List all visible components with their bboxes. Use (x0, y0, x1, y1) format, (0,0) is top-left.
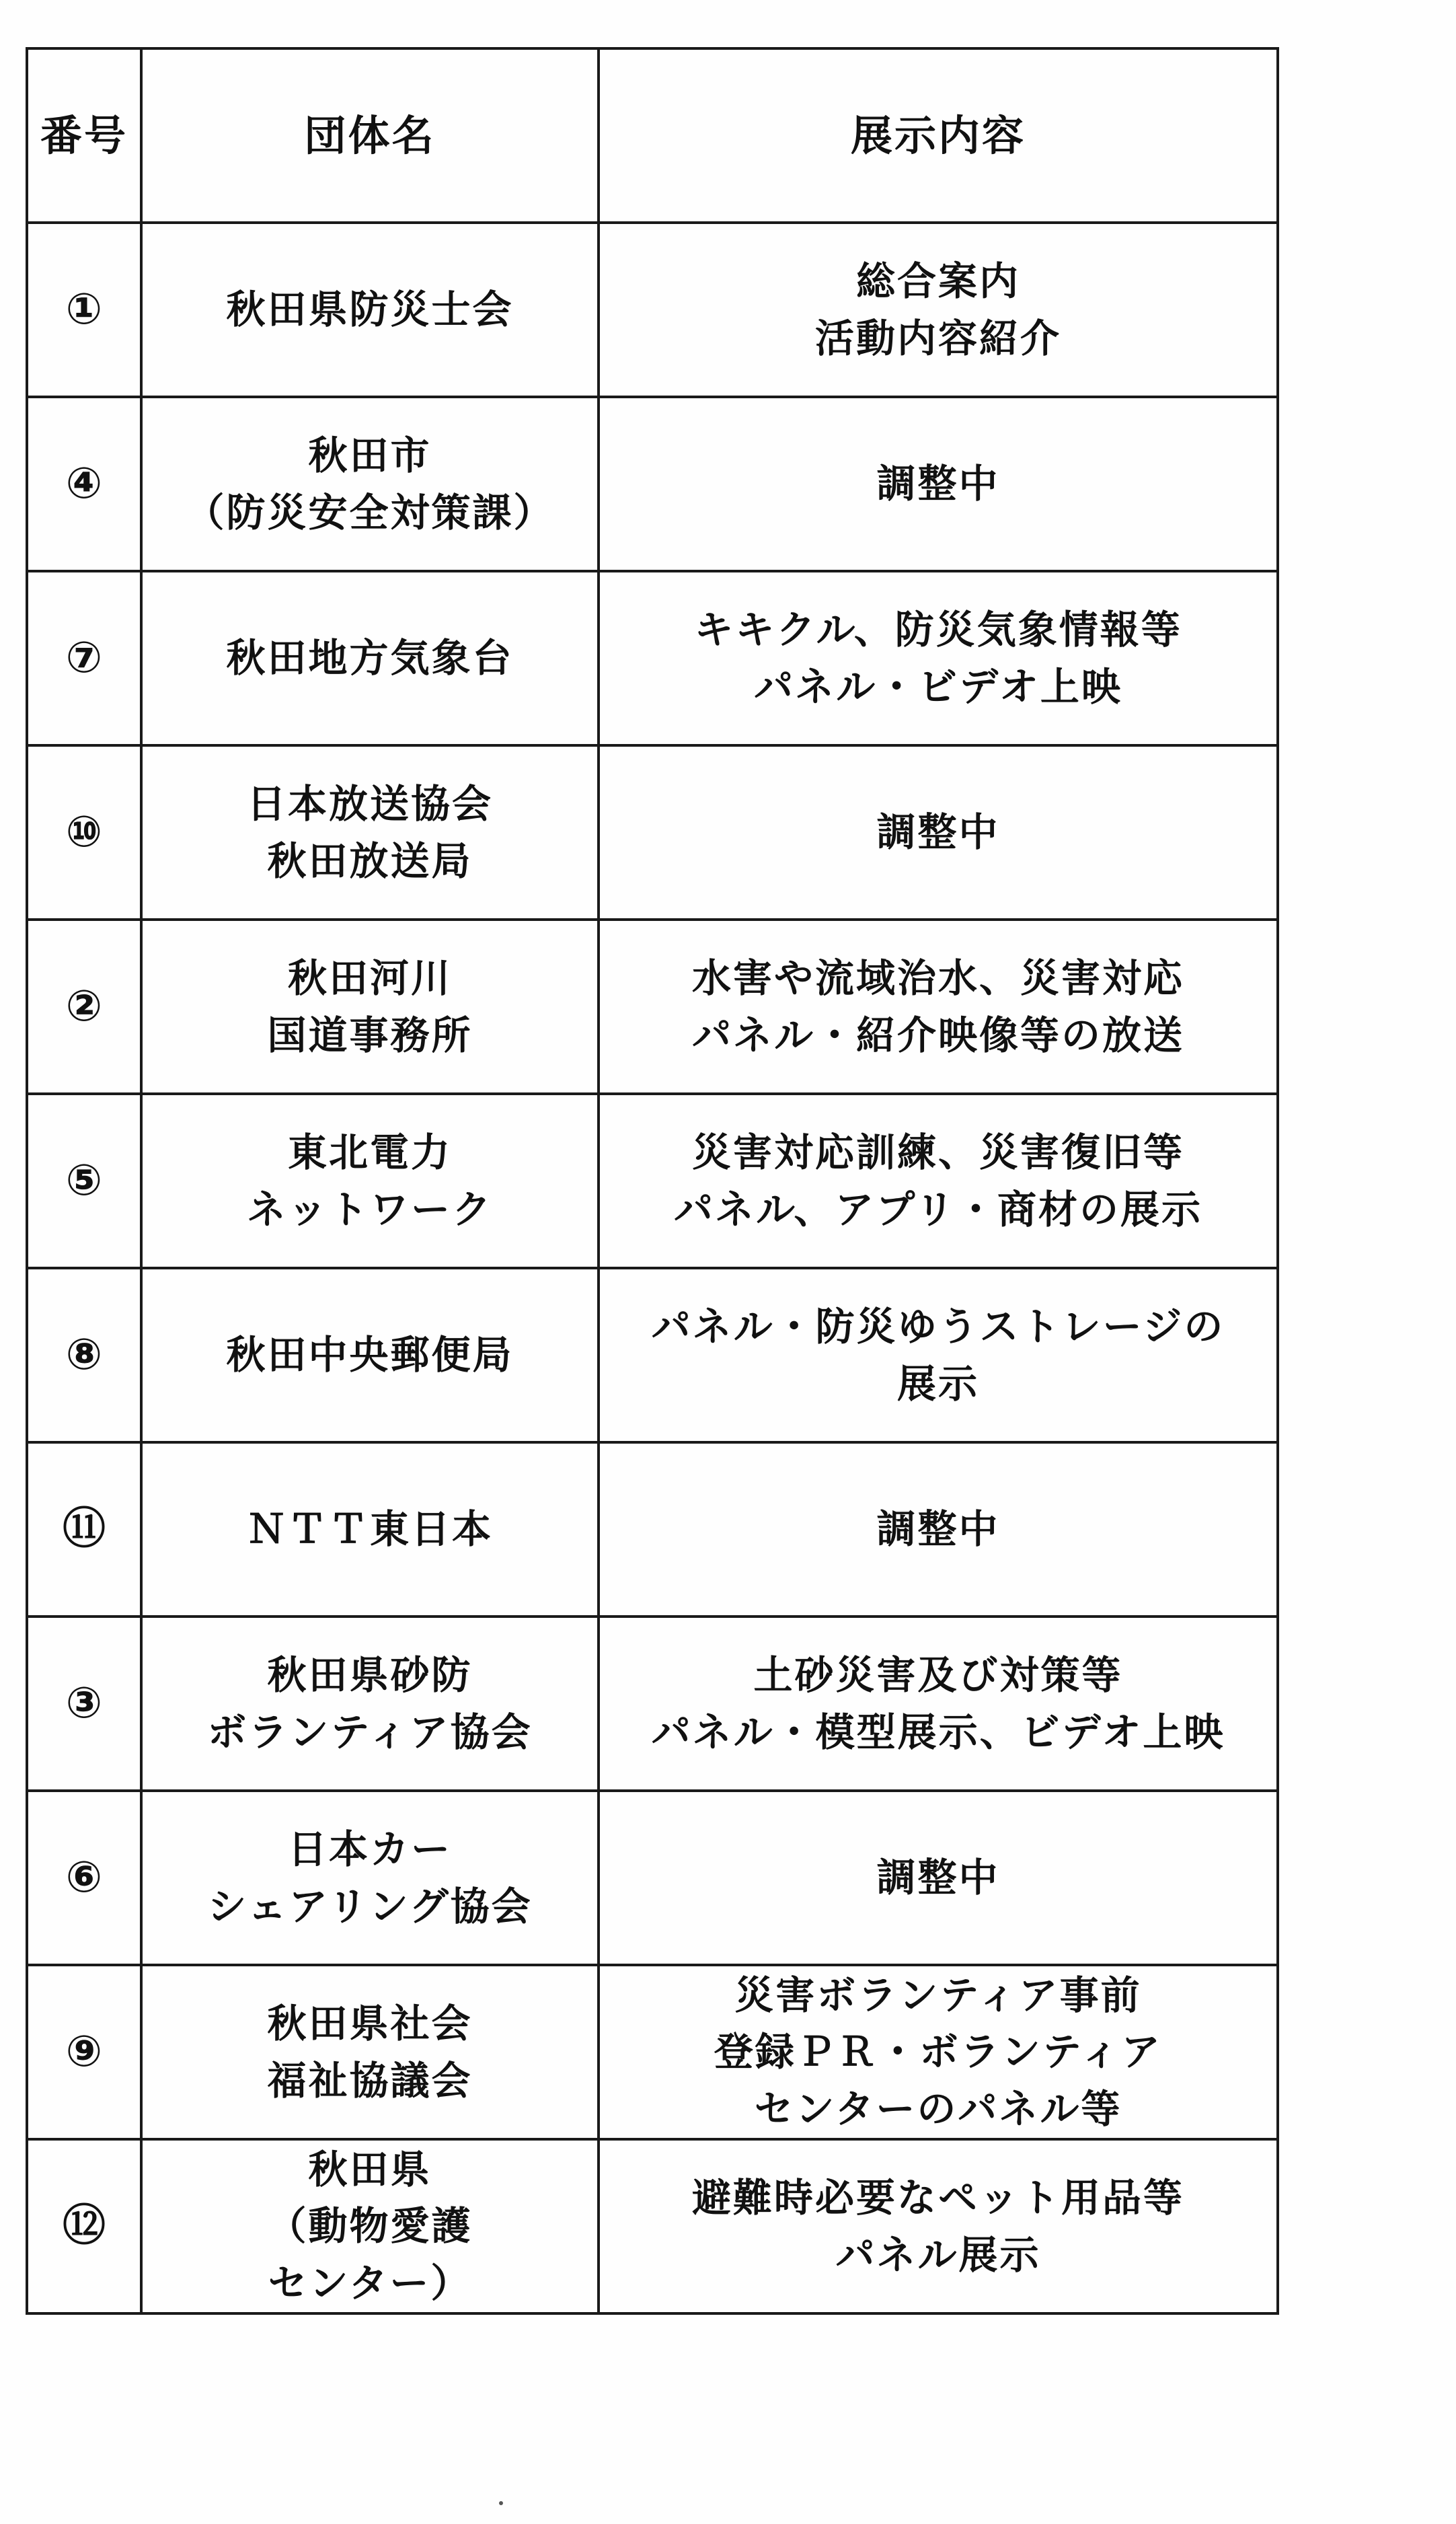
content-line: キキクル、防災気象情報等 (694, 607, 1182, 653)
organization-name-line: （動物愛護 (267, 2203, 473, 2250)
content-cell (599, 571, 1278, 745)
organization-cell (141, 1268, 599, 1442)
organization-name-line: 福祉協議会 (267, 2057, 473, 2104)
table-row (27, 920, 1278, 1094)
table-row (27, 571, 1278, 745)
table-row (27, 1268, 1278, 1442)
content-line: 調整中 (876, 461, 1000, 507)
content-line: パネル・紹介映像等の放送 (691, 1012, 1184, 1058)
row-number: ② (27, 920, 141, 1094)
organization-cell (141, 397, 599, 571)
table-row (27, 1791, 1278, 1965)
header-row (27, 48, 1278, 223)
organization-name-line: センター） (268, 2260, 472, 2306)
header-organization: 団体名 (141, 48, 599, 223)
table-row (27, 397, 1278, 571)
content-cell (599, 745, 1278, 920)
organization-name-line: 秋田地方気象台 (226, 635, 514, 681)
table-row (27, 1965, 1278, 2139)
content-line: パネル展示 (835, 2231, 1041, 2278)
content-line: 土砂災害及び対策等 (753, 1652, 1123, 1699)
content-line: 災害ボランティア事前 (734, 1972, 1142, 2019)
row-number: ⑨ (27, 1965, 141, 2139)
organization-cell (141, 1442, 599, 1617)
content-line: 調整中 (876, 809, 1000, 856)
organization-name-line: 秋田放送局 (267, 838, 473, 884)
content-line: センターのパネル等 (754, 2085, 1122, 2132)
organization-name-line: 日本放送協会 (246, 781, 493, 827)
content-cell (599, 397, 1278, 571)
organization-name-line: 日本カー (287, 1826, 452, 1873)
content-line: パネル・模型展示、ビデオ上映 (651, 1709, 1225, 1755)
row-number: ⑫ (27, 2139, 141, 2313)
content-line: 避難時必要なペット用品等 (691, 2175, 1184, 2221)
row-number: ① (27, 223, 141, 397)
organization-name-line: 秋田県社会 (267, 2001, 473, 2047)
organization-cell (141, 1094, 599, 1268)
organization-name-line: 秋田中央郵便局 (226, 1332, 514, 1378)
content-line: 調整中 (876, 1855, 1000, 1901)
organization-cell (141, 571, 599, 745)
organization-name-line: ＮＴＴ東日本 (246, 1506, 493, 1553)
content-line: 展示 (896, 1360, 979, 1407)
content-cell (599, 223, 1278, 397)
row-number: ⑦ (27, 571, 141, 745)
organization-name-line: 国道事務所 (267, 1012, 473, 1058)
content-cell (599, 1094, 1278, 1268)
table-row (27, 2139, 1278, 2313)
content-line: 調整中 (876, 1506, 1000, 1553)
content-cell (599, 1965, 1278, 2139)
content-line: パネル、アプリ・商材の展示 (673, 1186, 1203, 1232)
organization-cell (141, 1791, 599, 1965)
organization-cell (141, 1965, 599, 2139)
content-cell (599, 1791, 1278, 1965)
header-number: 番号 (27, 48, 141, 223)
organization-name-line: ボランティア協会 (207, 1709, 533, 1755)
exhibitor-table (26, 47, 1279, 2315)
organization-name-line: ネットワーク (246, 1186, 493, 1232)
row-number: ⑧ (27, 1268, 141, 1442)
organization-name-line: 東北電力 (287, 1129, 452, 1176)
content-line: 活動内容紹介 (814, 315, 1061, 361)
row-number: ③ (27, 1617, 141, 1791)
organization-cell (141, 1617, 599, 1791)
organization-name-line: 秋田県防災士会 (226, 287, 514, 333)
organization-name-line: 秋田県砂防 (267, 1652, 473, 1699)
organization-name-line: （防災安全対策課） (185, 489, 555, 535)
table-row (27, 745, 1278, 920)
content-line: 登録ＰＲ・ボランティア (714, 2029, 1163, 2075)
organization-name-line: 秋田市 (308, 433, 432, 479)
content-cell (599, 1268, 1278, 1442)
organization-cell (141, 745, 599, 920)
table-row (27, 1094, 1278, 1268)
scan-speck (499, 2501, 503, 2505)
content-line: 総合案内 (855, 258, 1020, 305)
organization-name-line: シェアリング協会 (207, 1883, 533, 1929)
content-cell (599, 2139, 1278, 2313)
row-number: ⑩ (27, 745, 141, 920)
content-line: パネル・防災ゆうストレージの (651, 1304, 1225, 1350)
row-number: ④ (27, 397, 141, 571)
row-number: ⑥ (27, 1791, 141, 1965)
header-content: 展示内容 (599, 48, 1278, 223)
content-cell (599, 920, 1278, 1094)
organization-cell (141, 920, 599, 1094)
content-line: 災害対応訓練、災害復旧等 (691, 1129, 1184, 1176)
organization-cell (141, 2139, 599, 2313)
content-line: 水害や流域治水、災害対応 (691, 955, 1184, 1002)
organization-name-line: 秋田県 (308, 2147, 432, 2193)
content-cell (599, 1442, 1278, 1617)
table-body (27, 223, 1278, 2313)
table-row (27, 1442, 1278, 1617)
content-line: パネル・ビデオ上映 (754, 663, 1122, 710)
content-cell (599, 1617, 1278, 1791)
row-number: ⑪ (27, 1442, 141, 1617)
organization-name-line: 秋田河川 (287, 955, 452, 1002)
table-row (27, 1617, 1278, 1791)
table-row (27, 223, 1278, 397)
organization-cell (141, 223, 599, 397)
row-number: ⑤ (27, 1094, 141, 1268)
